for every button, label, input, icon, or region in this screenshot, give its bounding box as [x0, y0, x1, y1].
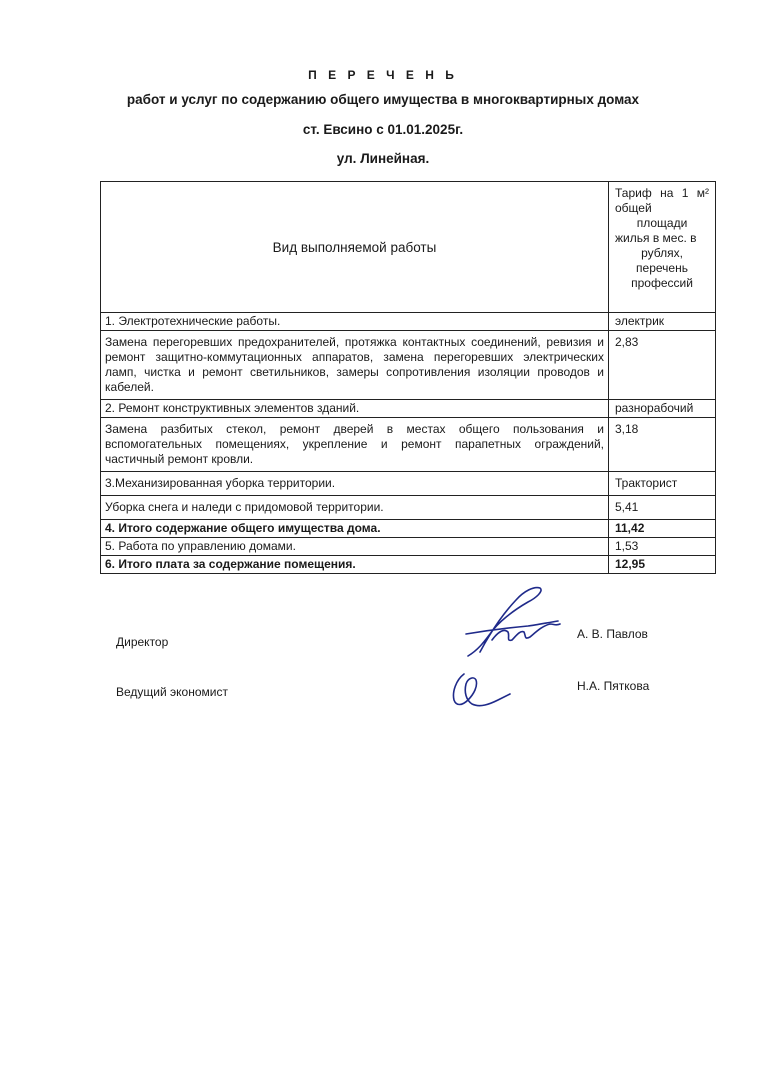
works-table — [100, 181, 716, 574]
value-cell: 3,18 — [609, 418, 716, 472]
table-row — [101, 520, 716, 538]
director-name: А. В. Павлов — [577, 627, 648, 641]
subtotal-value-cell: 11,42 — [609, 520, 716, 538]
table-row — [101, 472, 716, 496]
table-header-row — [101, 182, 716, 313]
work-cell: Уборка снега и наледи с придомовой территории. — [101, 496, 609, 520]
table-row — [101, 400, 716, 418]
work-cell: 3.Механизированная уборка территории. — [101, 472, 609, 496]
document-subtitle: работ и услуг по содержанию общего имущества в многоквартирных домах — [126, 92, 640, 107]
document-title: П Е Р Е Ч Е Н Ь — [308, 68, 458, 82]
value-cell: 5,41 — [609, 496, 716, 520]
total-value-cell: 12,95 — [609, 556, 716, 574]
economist-signature — [444, 664, 514, 712]
work-cell: 5. Работа по управлению домами. — [101, 538, 609, 556]
value-cell: Тракторист — [609, 472, 716, 496]
director-signature — [458, 582, 568, 662]
work-cell: 2. Ремонт конструктивных элементов зданий. — [101, 400, 609, 418]
work-cell: Замена разбитых стекол, ремонт дверей в местах общего пользования и вспомогательных помещениях, укрепление и ремонт парапетных ограждений, частичный ремонт кровли. — [101, 418, 609, 472]
value-cell: электрик — [609, 313, 716, 331]
table-row — [101, 538, 716, 556]
tariff-header-line: рублях, — [641, 246, 683, 260]
tariff-header-line: жилья в мес. в — [615, 231, 697, 245]
table-row — [101, 313, 716, 331]
economist-name: Н.А. Пяткова — [577, 679, 650, 693]
tariff-header-line: профессий — [631, 276, 693, 290]
value-cell: 1,53 — [609, 538, 716, 556]
subtotal-cell: 4. Итого содержание общего имущества дома. — [101, 520, 609, 538]
total-cell: 6. Итого плата за содержание помещения. — [101, 556, 609, 574]
director-label: Директор — [116, 635, 169, 649]
value-cell: разнорабочий — [609, 400, 716, 418]
column-header-tariff — [609, 182, 716, 313]
tariff-header-line: перечень — [636, 261, 688, 275]
table-row — [101, 418, 716, 472]
document-street: ул. Линейная. — [336, 151, 430, 166]
table-row — [101, 496, 716, 520]
column-header-work: Вид выполняемой работы — [101, 182, 609, 313]
work-cell: Замена перегоревших предохранителей, протяжка контактных соединений, ревизия и ремонт защитно-коммутационных аппаратов, замена перегоревших электрических ламп, чистка и ремонт светильников, замеры сопротивления изоляции проводов и кабелей. — [101, 331, 609, 400]
value-cell: 2,83 — [609, 331, 716, 400]
tariff-header-line: Тариф на 1 м² общей — [615, 186, 709, 215]
tariff-header-line: площади — [636, 216, 688, 230]
document-location: ст. Евсино с 01.01.2025г. — [302, 122, 464, 137]
table-row — [101, 556, 716, 574]
work-cell: 1. Электротехнические работы. — [101, 313, 609, 331]
economist-label: Ведущий экономист — [116, 685, 228, 699]
table-row — [101, 331, 716, 400]
